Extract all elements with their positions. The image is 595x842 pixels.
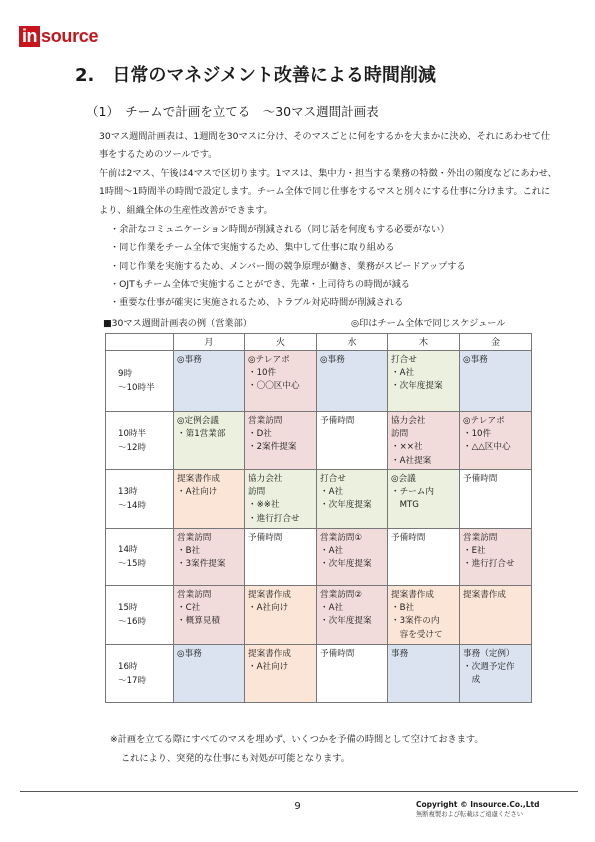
schedule-cell: [388, 645, 460, 703]
schedule-cell: [460, 645, 532, 703]
section-heading: 2. 日常のマネジメント改善による時間削減: [75, 65, 436, 86]
schedule-cell-text: 予備時間: [320, 649, 355, 659]
schedule-cell: [388, 586, 460, 645]
page-number: 9: [294, 801, 301, 812]
schedule-cell-text: ・B社: [391, 603, 415, 614]
schedule-cell-text: MTG: [391, 500, 419, 511]
benefit-list: [110, 221, 466, 312]
schedule-cell-text: ・××社: [391, 442, 423, 453]
schedule-cell-text: ・A社向け: [248, 603, 289, 614]
schedule-cell-text: ・10件: [248, 368, 277, 379]
schedule-cell: [388, 529, 460, 586]
time-slot-text: 9時: [118, 369, 133, 379]
subsection-heading: （1） チームで計画を立てる ～30マス週間計画表: [86, 104, 379, 119]
schedule-cell-text: ・△△区中心: [463, 442, 511, 453]
schedule-cell-text: ・D社: [248, 429, 272, 440]
schedule-cell: [245, 529, 317, 586]
schedule-cell: [174, 529, 245, 586]
schedule-cell-text: ・第1営業部: [177, 429, 226, 440]
time-slot-text: ～16時: [118, 617, 147, 627]
schedule-cell: [245, 586, 317, 645]
time-slot-label: [106, 351, 174, 412]
logo-source-text: source: [41, 26, 99, 46]
schedule-cell-text: 予備時間: [463, 474, 498, 484]
paragraph: 午前は2マス、午後は4マスで区切ります。1マスは、集中力・担当する業務の特徴・外出の頻度などにあわせ、1時間～1時間半の時間で設定します。チーム全体で同じ仕事をするマスと別々にする仕事に分けます。これにより、組織全体の生産性改善ができます。: [99, 167, 557, 216]
benefit-item: ・重要な仕事が確実に実施されるため、トラブル対応時間が削減される: [110, 297, 404, 309]
schedule-cell-text: 営業訪問: [177, 533, 212, 543]
schedule-cell-text: ◎事務: [177, 649, 202, 659]
schedule-row: [106, 412, 532, 470]
benefit-item: ・同じ作業を実施するため、メンバー間の競争原理が働き、業務がスピードアップする: [110, 260, 466, 272]
schedule-cell-text: 提案書作成: [391, 590, 434, 600]
schedule-cell-text: ・〇〇区中心: [248, 381, 300, 392]
schedule-cell-text: 予備時間: [248, 533, 283, 543]
schedule-cell: [460, 529, 532, 586]
schedule-cell-text: 営業訪問②: [320, 590, 363, 600]
time-slot-text: ～14時: [118, 501, 147, 511]
schedule-cell: [174, 412, 245, 470]
schedule-cell: [460, 586, 532, 645]
schedule-cell-text: 予備時間: [391, 533, 426, 543]
schedule-cell-text: ・A社: [320, 603, 344, 614]
schedule-cell-text: ・C社: [177, 603, 201, 614]
time-slot-text: 10時半: [118, 428, 147, 439]
schedule-cell-text: ◎テレアポ: [463, 416, 505, 426]
schedule-cell-text: 事務: [391, 649, 409, 659]
schedule-cell-text: 営業訪問①: [320, 533, 363, 543]
schedule-cell-text: ◎テレアポ: [248, 355, 290, 365]
schedule-cell-text: ・A社: [391, 368, 415, 379]
day-header: 木: [388, 334, 460, 351]
schedule-row: [106, 470, 532, 529]
schedule-row: [106, 529, 532, 586]
schedule-cell-text: 成: [463, 675, 481, 686]
schedule-cell: [245, 645, 317, 703]
time-slot-text: ～17時: [118, 675, 147, 686]
schedule-cell: [317, 645, 388, 703]
footnote-line: ※計画を立てる際にすべてのマスを埋めず、いくつかを予備の時間として空けておきます。: [110, 734, 484, 745]
schedule-cell-text: ・A社: [320, 546, 344, 557]
footer-divider: [20, 791, 578, 792]
schedule-row: [106, 645, 532, 703]
schedule-cell-text: 訪問: [248, 487, 266, 498]
corner-cell: [106, 334, 174, 351]
schedule-cell-text: ◎会議: [391, 474, 416, 484]
schedule-cell: [317, 586, 388, 645]
schedule-cell: [317, 529, 388, 586]
time-slot-label: [106, 412, 174, 470]
time-slot-text: ～12時: [118, 442, 147, 453]
table-legend-note: ◎印はチーム全体で同じスケジュール: [351, 318, 506, 329]
time-slot-text: 14時: [118, 545, 138, 555]
schedule-cell-text: 事務（定例）: [463, 649, 515, 659]
schedule-cell: [317, 351, 388, 412]
schedule-body: [106, 351, 532, 703]
schedule-cell-text: 提案書作成: [463, 590, 506, 600]
schedule-cell: [245, 351, 317, 412]
schedule-row: [106, 586, 532, 645]
schedule-cell-text: ・B社: [177, 546, 201, 557]
schedule-cell-text: 協力会社: [391, 416, 426, 426]
schedule-cell-text: ・3案件提案: [177, 559, 226, 570]
schedule-cell: [317, 470, 388, 529]
time-slot-label: [106, 529, 174, 586]
schedule-cell-text: ・次年度提案: [320, 616, 372, 627]
schedule-cell: [174, 351, 245, 412]
time-slot-text: 16時: [118, 661, 138, 672]
benefit-item: ・OJTもチーム全体で実施することができ、先輩・上司待ちの時間が減る: [110, 278, 410, 290]
schedule-cell: [317, 412, 388, 470]
schedule-cell-text: 容を受けて: [391, 629, 443, 640]
schedule-cell-text: ・A社向け: [248, 662, 289, 673]
copyright-text: Copyright © Insource.Co.,Ltd: [416, 800, 540, 809]
benefit-item: ・同じ作業をチーム全体で実施するため、集中して仕事に取り組める: [110, 242, 395, 254]
schedule-cell-text: ・E社: [463, 546, 486, 557]
schedule-cell-text: ・10件: [463, 429, 492, 440]
time-slot-label: [106, 586, 174, 645]
time-slot-text: ～10時半: [118, 383, 155, 393]
body-text: [99, 128, 559, 220]
day-header: 金: [460, 334, 532, 351]
schedule-cell: [460, 470, 532, 529]
schedule-cell: [245, 470, 317, 529]
schedule-cell: [388, 351, 460, 412]
schedule-cell-text: ・概算見積: [177, 616, 220, 627]
schedule-cell: [460, 412, 532, 470]
time-slot-text: 13時: [118, 487, 138, 497]
table-caption: ■30マス週間計画表の例（営業部）: [103, 318, 252, 329]
schedule-cell: [174, 586, 245, 645]
time-slot-text: 15時: [118, 603, 138, 613]
schedule-cell-text: 予備時間: [320, 416, 355, 426]
schedule-cell-text: ・次年度提案: [320, 559, 372, 570]
schedule-cell: [245, 412, 317, 470]
weekly-schedule-table: [105, 333, 532, 703]
footnote: [110, 731, 484, 768]
schedule-cell-text: 提案書作成: [248, 649, 291, 659]
time-slot-label: [106, 470, 174, 529]
schedule-cell-text: 提案書作成: [248, 590, 291, 600]
footnote-line: これにより、突発的な仕事にも対処が可能となります。: [121, 752, 350, 764]
time-slot-text: ～15時: [118, 559, 147, 569]
schedule-cell-text: ・次年度提案: [391, 381, 443, 392]
day-header: 水: [317, 334, 388, 351]
day-header: 火: [245, 334, 317, 351]
schedule-cell-text: 営業訪問: [177, 590, 212, 600]
insource-logo: [19, 26, 98, 47]
schedule-cell-text: 協力会社: [248, 474, 283, 484]
schedule-cell-text: ◎事務: [177, 355, 202, 365]
schedule-cell-text: 訪問: [391, 429, 409, 440]
schedule-cell-text: 打合せ: [320, 474, 346, 484]
schedule-cell-text: ・進行打合せ: [463, 559, 515, 570]
schedule-cell-text: ◎事務: [463, 355, 488, 365]
paragraph: 30マス週間計画表は、1週間を30マスに分け、そのマスごとに何をするかを大まかに決め、それにあわせて仕事をするためのツールです。: [99, 131, 551, 161]
schedule-cell: [174, 470, 245, 529]
schedule-cell: [174, 645, 245, 703]
schedule-cell-text: ・※※社: [248, 500, 280, 511]
schedule-cell-text: ◎事務: [320, 355, 345, 365]
schedule-cell-text: 提案書作成: [177, 474, 220, 484]
schedule-cell: [460, 351, 532, 412]
day-header: 月: [174, 334, 245, 351]
schedule-cell-text: 営業訪問: [248, 416, 283, 426]
schedule-cell: [388, 412, 460, 470]
benefit-item: ・余計なコミュニケーション時間が削減される（同じ話を何度もする必要がない）: [110, 224, 450, 235]
schedule-cell-text: ・3案件の内: [391, 616, 440, 627]
schedule-cell-text: ◎定例会議: [177, 416, 219, 426]
schedule-cell-text: 打合せ: [391, 355, 417, 365]
schedule-header-row: [106, 334, 532, 351]
schedule-cell-text: ・チーム内: [391, 487, 434, 498]
schedule-cell-text: ・A社: [320, 487, 344, 498]
schedule-cell-text: ・2案件提案: [248, 442, 297, 453]
logo-in-mark: in: [19, 26, 40, 47]
time-slot-label: [106, 645, 174, 703]
schedule-cell-text: ・次年度提案: [320, 500, 372, 511]
schedule-cell-text: ・次週予定作: [463, 662, 515, 673]
schedule-cell: [388, 470, 460, 529]
schedule-cell-text: 営業訪問: [463, 533, 498, 543]
schedule-cell-text: ・A社向け: [177, 487, 218, 498]
schedule-cell-text: ・進行打合せ: [248, 513, 300, 524]
reproduction-notice: 無断複製および転載はご遠慮ください: [416, 811, 524, 818]
schedule-cell-text: ・A社提案: [391, 455, 432, 466]
schedule-row: [106, 351, 532, 412]
